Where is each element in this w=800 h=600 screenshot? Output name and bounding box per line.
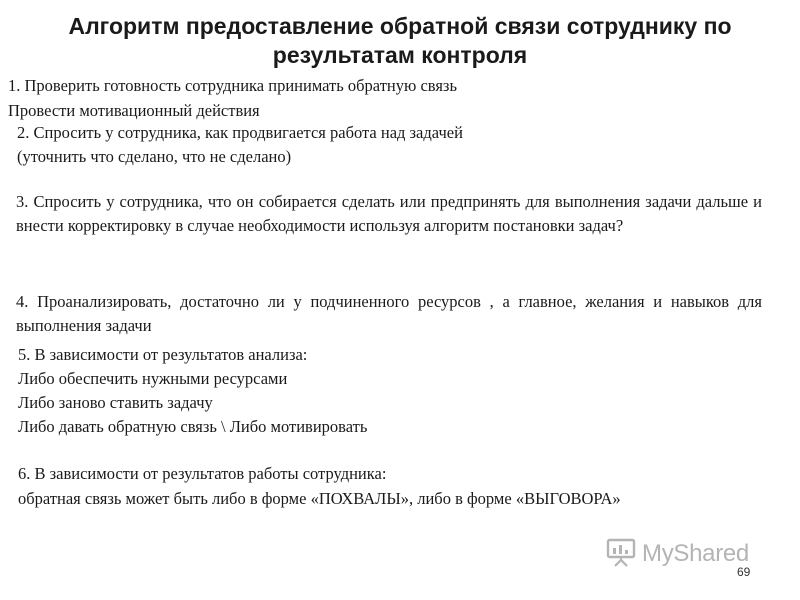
step-1-line-1: 1. Проверить готовность сотрудника принимать обратную связь <box>8 76 457 95</box>
step-6-line-1: 6. В зависимости от результатов работы сотрудника: <box>18 464 387 483</box>
page-number: 69 <box>737 565 751 579</box>
step-2-line-1: 2. Спросить у сотрудника, как продвигается работа над задачей <box>17 123 463 142</box>
step-2-line-2: (уточнить что сделано, что не сделано) <box>17 147 292 166</box>
step-5-line-1: 5. В зависимости от результатов анализа: <box>18 345 308 364</box>
step-5-line-3: Либо заново ставить задачу <box>18 393 213 412</box>
step-5-line-4: Либо давать обратную связь \ Либо мотивировать <box>18 417 368 436</box>
myshared-watermark <box>606 537 749 571</box>
slide-title-line-2: результатам контроля <box>272 42 528 68</box>
step-4-paragraph: 4. Проанализировать, достаточно ли у подчиненного ресурсов , а главное, желания и навыков для выполнения задачи <box>16 292 762 335</box>
watermark-text: MyShared <box>642 540 749 567</box>
step-1-line-2: Провести мотивационный действия <box>8 101 260 120</box>
slide-title <box>0 12 800 70</box>
step-5-line-2: Либо обеспечить нужными ресурсами <box>18 369 288 388</box>
step-6-line-2: обратная связь может быть либо в форме «ПОХВАЛЫ», либо в форме «ВЫГОВОРА» <box>18 489 621 508</box>
step-3-paragraph: 3. Спросить у сотрудника, что он собирается сделать или предпринять для выполнения задачи дальше и внести корректировку в случае необходимости используя алгоритм постановки задач? <box>16 192 762 235</box>
slide-title-line-1: Алгоритм предоставление обратной связи сотруднику по <box>68 13 732 39</box>
presentation-board-icon <box>606 537 636 572</box>
